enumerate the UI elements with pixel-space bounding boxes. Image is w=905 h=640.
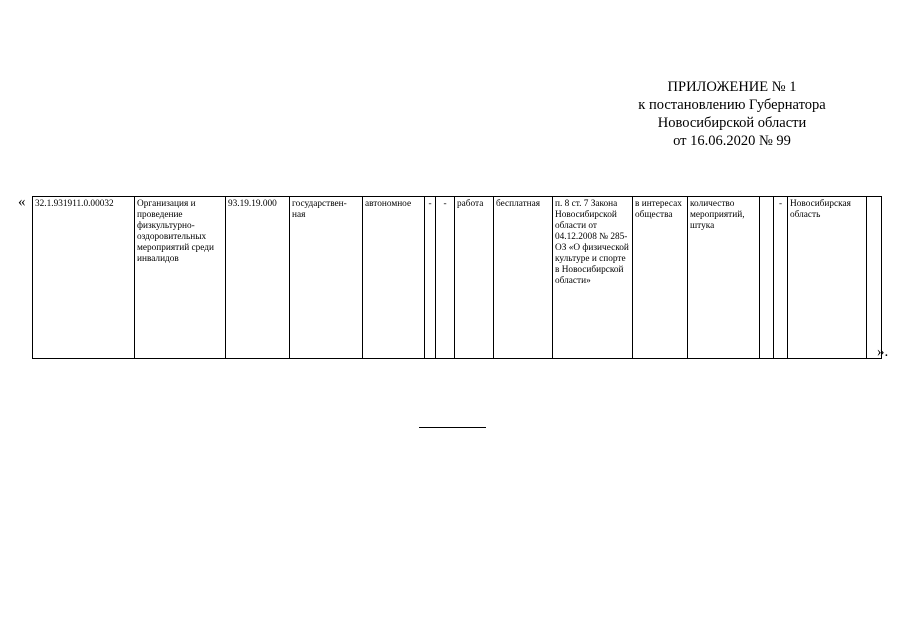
okved-code-cell: 93.19.19.000 <box>226 197 290 359</box>
location-cell: Новосибирская область <box>788 197 867 359</box>
document-header <box>560 78 904 150</box>
kind-cell: работа <box>455 197 494 359</box>
dash-cell-3: - <box>774 197 788 359</box>
legal-basis-cell: п. 8 ст. 7 Закона Новосибирской области от 04.12.2008 № 285-ОЗ «О физической культуре и спорте в Новосибирской области» <box>553 197 633 359</box>
dash-cell-2: - <box>436 197 455 359</box>
consumer-cell: в интересах общества <box>633 197 688 359</box>
institution-type-cell: государствен-ная <box>290 197 363 359</box>
volume-indicator-cell: количество мероприятий, штука <box>688 197 760 359</box>
appendix-title: ПРИЛОЖЕНИЕ № 1 <box>667 79 797 95</box>
closing-rule <box>419 427 486 428</box>
service-name-cell: Организация и проведение физкультурно-оздоровительных мероприятий среди инвалидов <box>135 197 226 359</box>
appendix-ref-line: к постановлению Губернатора <box>638 97 826 113</box>
table-row <box>33 197 882 359</box>
dash-cell-1: - <box>425 197 436 359</box>
opening-quote: « <box>18 194 26 210</box>
institution-form-cell: автономное <box>363 197 425 359</box>
payment-cell: бесплатная <box>494 197 553 359</box>
registry-number-cell: 32.1.931911.0.00032 <box>33 197 135 359</box>
closing-quote: ». <box>877 344 889 360</box>
empty-cell-2 <box>867 197 882 359</box>
appendix-region-line: Новосибирской области <box>657 115 807 131</box>
registry-table <box>32 196 882 359</box>
appendix-date-line: от 16.06.2020 № 99 <box>673 133 791 149</box>
empty-cell-1 <box>760 197 774 359</box>
